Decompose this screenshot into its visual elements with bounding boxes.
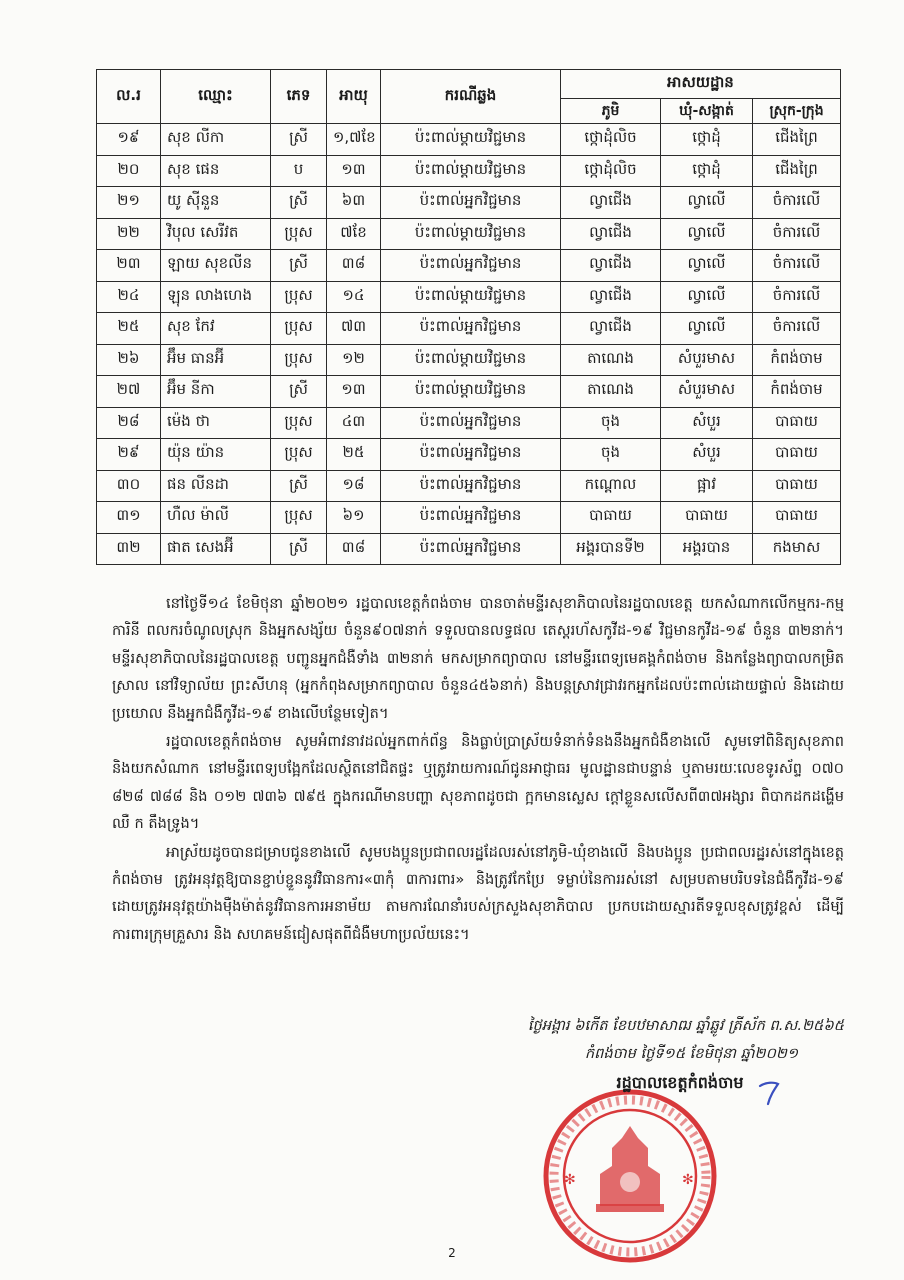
row-district: ជើងព្រៃ: [753, 124, 841, 156]
row-age: ១,៧ខែ: [327, 124, 381, 156]
row-number: ២៦: [97, 344, 161, 376]
row-case-type: ប៉ះពាល់ម្តាយវិជ្ជមាន: [381, 376, 561, 408]
table-row: [97, 470, 841, 502]
row-age: ៤៣: [327, 407, 381, 439]
row-village: ល្វាជើង: [561, 281, 661, 313]
row-village: ល្វាជើង: [561, 218, 661, 250]
row-name: ម៉េង ថា: [161, 407, 271, 439]
row-name: ហឺល ម៉ាលី: [161, 502, 271, 534]
table-row: [97, 187, 841, 219]
row-sex: ប្រុស: [271, 313, 327, 345]
row-case-type: ប៉ះពាល់ម្តាយវិជ្ជមាន: [381, 124, 561, 156]
row-sex: ស្រី: [271, 250, 327, 282]
row-sex: ប្រុស: [271, 502, 327, 534]
row-sex: ប: [271, 155, 327, 187]
paragraph-2: រដ្ឋបាលខេត្តកំពង់ចាម សូមអំពាវនាវដល់អ្នកពាក់ព័ន្ធ និងធ្លាប់ប្រាស្រ័យទំនាក់ទំនងនឹងអ្នកជំងឺខាងលើ សូមទៅពិនិត្យសុខភាព និងយកសំណាក នៅមន្ទីរពេទ្យបង្អែកដែលស្ថិតនៅជិតផ្ទះ ឬត្រូវរាយការណ៍ជូនអាជ្ញាធរ មូលដ្ឋានជាបន្ទាន់ ឬតាមរយៈលេខទូរស័ព្ទ ០៧០ ៨២៨ ៧៨៨ និង ០១២ ៧៣៦ ៧៩៥ ក្នុងករណីមានបញ្ហា សុខភាពដូចជា ក្អកមានស្លេស ក្តៅខ្លួនសលើសពី៣៧អង្សារ ពិបាកដកដង្ហើម ឈឺ ក តឹងទ្រូង។: [112, 733, 844, 833]
row-number: ២៥: [97, 313, 161, 345]
row-commune: សំបួរ: [661, 407, 753, 439]
row-name: យូ ស៊ីនួន: [161, 187, 271, 219]
row-district: ចំការលើ: [753, 281, 841, 313]
row-age: ១៣: [327, 155, 381, 187]
table-row: [97, 218, 841, 250]
row-number: ២៤: [97, 281, 161, 313]
row-name: យ៉ុន យ៉ាន: [161, 439, 271, 471]
row-district: ចំការលើ: [753, 218, 841, 250]
row-sex: ស្រី: [271, 470, 327, 502]
row-sex: ស្រី: [271, 187, 327, 219]
header-residence: អាសយដ្ឋាន: [561, 70, 841, 99]
row-case-type: ប៉ះពាល់ម្តាយវិជ្ជមាន: [381, 344, 561, 376]
row-case-type: ប៉ះពាល់អ្នកវិជ្ជមាន: [381, 313, 561, 345]
row-village: បាធាយ: [561, 502, 661, 534]
row-district: កំពង់ចាម: [753, 376, 841, 408]
row-case-type: ប៉ះពាល់អ្នកវិជ្ជមាន: [381, 502, 561, 534]
row-village: ចុង: [561, 439, 661, 471]
row-name: អ៊ឹម ធានអ៊ី: [161, 344, 271, 376]
row-commune: ល្វាលើ: [661, 313, 753, 345]
row-district: ចំការលើ: [753, 250, 841, 282]
row-district: បាធាយ: [753, 407, 841, 439]
row-number: ៣១: [97, 502, 161, 534]
row-age: ១៤: [327, 281, 381, 313]
row-village: ថ្កោដុំលិច: [561, 155, 661, 187]
row-commune: ល្វាលើ: [661, 281, 753, 313]
row-age: ៦៣: [327, 187, 381, 219]
table-row: [97, 533, 841, 565]
header-sex: ភេទ: [271, 70, 327, 124]
row-case-type: ប៉ះពាល់អ្នកវិជ្ជមាន: [381, 533, 561, 565]
row-number: ២៧: [97, 376, 161, 408]
row-name: វិបុល សេរីវត: [161, 218, 271, 250]
signature-mark-icon: [756, 1078, 786, 1108]
table-row: [97, 281, 841, 313]
row-commune: ល្វាលើ: [661, 187, 753, 219]
solar-date: កំពង់ចាម ថ្ងៃទី១៥ ខែមិថុនា ឆ្នាំ២០២១: [584, 1045, 798, 1062]
row-name: ផន លីនដា: [161, 470, 271, 502]
table-row: [97, 124, 841, 156]
table-body: [97, 124, 841, 565]
table-row: [97, 155, 841, 187]
row-sex: ប្រុស: [271, 407, 327, 439]
row-number: ២៣: [97, 250, 161, 282]
row-district: ចំការលើ: [753, 313, 841, 345]
table-row: [97, 407, 841, 439]
row-age: ៧៣: [327, 313, 381, 345]
lunar-date: ថ្ងៃអង្គារ ៦កើត ខែបឋមាសាឍ ឆ្នាំឆ្លូវ ត្រីស័ក ព.ស.២៥៦៥: [527, 1017, 844, 1034]
row-commune: ថ្កោដុំ: [661, 155, 753, 187]
row-case-type: ប៉ះពាល់អ្នកវិជ្ជមាន: [381, 439, 561, 471]
row-age: ៦១: [327, 502, 381, 534]
row-case-type: ប៉ះពាល់ម្តាយវិជ្ជមាន: [381, 281, 561, 313]
row-number: ២៩: [97, 439, 161, 471]
row-commune: ផ្អាវ: [661, 470, 753, 502]
row-number: ៣២: [97, 533, 161, 565]
header-commune: ឃុំ-សង្កាត់: [661, 99, 753, 124]
header-age: អាយុ: [327, 70, 381, 124]
row-case-type: ប៉ះពាល់អ្នកវិជ្ជមាន: [381, 407, 561, 439]
row-number: ២១: [97, 187, 161, 219]
row-age: ៣៨: [327, 533, 381, 565]
header-village: ភូមិ: [561, 99, 661, 124]
row-district: កំពង់ចាម: [753, 344, 841, 376]
table-row: [97, 502, 841, 534]
paragraph-1: នៅថ្ងៃទី១៤ ខែមិថុនា ឆ្នាំ២០២១ រដ្ឋបាលខេត្តកំពង់ចាម បានចាត់មន្ទីរសុខាភិបាលនៃរដ្ឋបាលខេត្ត យកសំណាកលើកម្មករ-កម្មការិនី ពលករចំណូលស្រុក និងអ្នកសង្ស័យ ចំនួន៩០៧នាក់ ទទួលបានលទ្ធផល តេស្តរហ័សកូវីដ-១៩ វិជ្ជមានកូវីដ-១៩ ចំនួន ៣២នាក់។ មន្ទីរសុខាភិបាលនៃរដ្ឋបាលខេត្ត បញ្ជូនអ្នកជំងឺទាំង ៣២នាក់ មកសម្រាកព្យាបាល នៅមន្ទីរពេទ្យមេគង្គកំពង់ចាម និងកន្លែងព្យាបាលកម្រិតស្រាល នៅវិទ្យាល័យ ព្រះសីហនុ (អ្នកកំពុងសម្រាកព្យាបាល ចំនួន៤៥៦នាក់) និងបន្តស្រាវជ្រាវរកអ្នកដែលប៉ះពាល់ដោយផ្ទាល់ និងដោយប្រយោល នឹងអ្នកជំងឺកូវីដ-១៩ ខាងលើបន្ថែមទៀត។: [112, 595, 844, 722]
row-sex: ស្រី: [271, 376, 327, 408]
row-sex: ប្រុស: [271, 218, 327, 250]
row-name: ឡាយ សុខលីន: [161, 250, 271, 282]
row-name: សុខ ផេន: [161, 155, 271, 187]
row-age: ២៥: [327, 439, 381, 471]
row-age: ៣៨: [327, 250, 381, 282]
row-village: អង្គរបានទី២: [561, 533, 661, 565]
row-district: បាធាយ: [753, 439, 841, 471]
header-no: ល.រ: [97, 70, 161, 124]
row-district: កងមាស: [753, 533, 841, 565]
row-commune: បាធាយ: [661, 502, 753, 534]
row-sex: ប្រុស: [271, 439, 327, 471]
row-name: សុខ លីកា: [161, 124, 271, 156]
official-seal-icon: [540, 1086, 720, 1266]
table-row: [97, 313, 841, 345]
row-district: ជើងព្រៃ: [753, 155, 841, 187]
row-case-type: ប៉ះពាល់អ្នកវិជ្ជមាន: [381, 470, 561, 502]
header-name: ឈ្មោះ: [161, 70, 271, 124]
row-name: អ៊ឹម នីកា: [161, 376, 271, 408]
row-sex: ស្រី: [271, 124, 327, 156]
row-age: ១២: [327, 344, 381, 376]
row-age: ១៨: [327, 470, 381, 502]
row-district: បាធាយ: [753, 470, 841, 502]
row-commune: សំបួរ: [661, 439, 753, 471]
issuing-authority: រដ្ឋបាលខេត្តកំពង់ចាម: [616, 1073, 744, 1092]
row-village: ល្វាជើង: [561, 313, 661, 345]
table-row: [97, 439, 841, 471]
row-name: ឡុន លាងហេង: [161, 281, 271, 313]
row-age: ១៣: [327, 376, 381, 408]
cases-table: [96, 69, 841, 565]
row-case-type: ប៉ះពាល់អ្នកវិជ្ជមាន: [381, 187, 561, 219]
row-age: ៧ខែ: [327, 218, 381, 250]
row-village: ល្វាជើង: [561, 187, 661, 219]
row-name: សុខ កែវ: [161, 313, 271, 345]
row-number: ២៨: [97, 407, 161, 439]
table-row: [97, 250, 841, 282]
header-district: ស្រុក-ក្រុង: [753, 99, 841, 124]
row-commune: ល្វាលើ: [661, 250, 753, 282]
row-number: ២២: [97, 218, 161, 250]
row-number: ៣០: [97, 470, 161, 502]
header-case: ករណីឆ្លង: [381, 70, 561, 124]
row-commune: សំបួរមាស: [661, 344, 753, 376]
row-district: ចំការលើ: [753, 187, 841, 219]
row-district: បាធាយ: [753, 502, 841, 534]
row-village: តាណេង: [561, 344, 661, 376]
row-sex: ស្រី: [271, 533, 327, 565]
row-village: ចុង: [561, 407, 661, 439]
paragraph-3: អាស្រ័យដូចបានជម្រាបជូនខាងលើ សូមបងប្អូនប្រជាពលរដ្ឋដែលរស់នៅភូមិ-ឃុំខាងលើ និងបងប្អូន ប្រជាពលរដ្ឋរស់នៅក្នុងខេត្តកំពង់ចាម ត្រូវអនុវត្តឱ្យបានខ្ជាប់ខ្ជួននូវវិធានការ«៣កុំ ៣ការពារ» និងត្រូវកែប្រែ ទម្លាប់នៃការរស់នៅ សម្របតាមបរិបទនៃជំងឺកូវីដ-១៩ ដោយត្រូវអនុវត្តយ៉ាងម៉ឺងម៉ាត់នូវវិធានការអនាម័យ តាមការណែនាំរបស់ក្រសួងសុខាភិបាល ប្រកបដោយស្មារតីទទួលខុសត្រូវខ្ពស់ ដើម្បីការពារក្រុមគ្រួសារ និង សហគមន៍ជៀសផុតពីជំងឺមហាប្រល័យនេះ។: [112, 843, 844, 943]
row-village: តាណេង: [561, 376, 661, 408]
row-case-type: ប៉ះពាល់អ្នកវិជ្ជមាន: [381, 250, 561, 282]
svg-text:✻: ✻: [564, 1172, 576, 1188]
row-commune: សំបួរមាស: [661, 376, 753, 408]
row-sex: ប្រុស: [271, 281, 327, 313]
row-case-type: ប៉ះពាល់ម្តាយវិជ្ជមាន: [381, 218, 561, 250]
svg-text:✻: ✻: [682, 1172, 694, 1188]
row-village: ល្វាជើង: [561, 250, 661, 282]
row-number: ២០: [97, 155, 161, 187]
row-village: កណ្តោល: [561, 470, 661, 502]
table-row: [97, 344, 841, 376]
table-row: [97, 376, 841, 408]
page-number: 2: [448, 1246, 456, 1260]
row-commune: ល្វាលើ: [661, 218, 753, 250]
body-text: [112, 590, 844, 949]
row-commune: ថ្កោដុំ: [661, 124, 753, 156]
row-commune: អង្គរបាន: [661, 533, 753, 565]
row-sex: ប្រុស: [271, 344, 327, 376]
row-village: ថ្កោដុំលិច: [561, 124, 661, 156]
row-number: ១៩: [97, 124, 161, 156]
row-name: ផាត សេងអ៊ី: [161, 533, 271, 565]
row-case-type: ប៉ះពាល់ម្តាយវិជ្ជមាន: [381, 155, 561, 187]
